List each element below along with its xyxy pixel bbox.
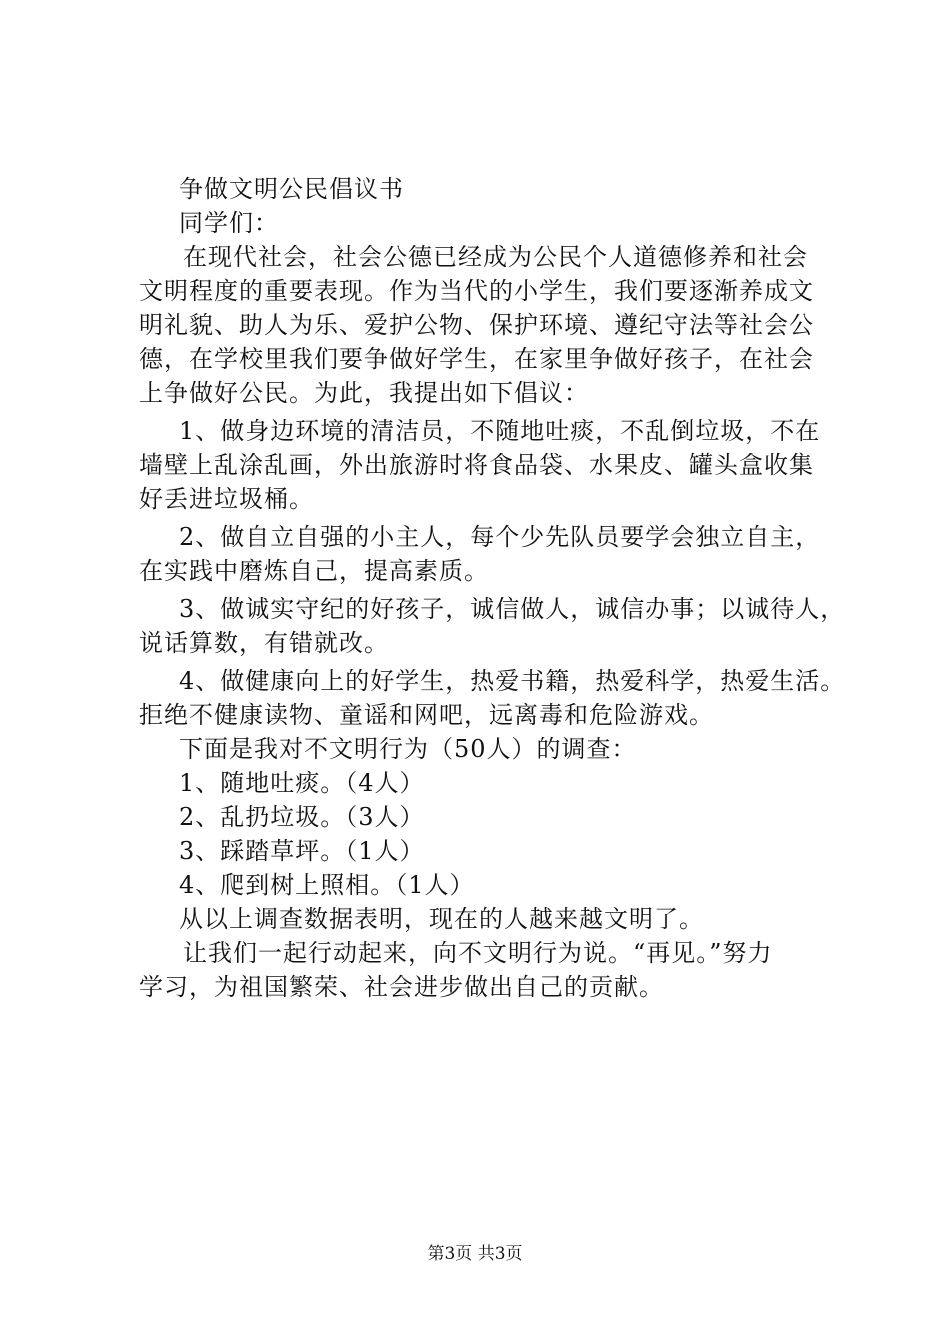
survey-item: 1、随地吐痰。（4人） <box>179 769 425 797</box>
paragraph-line: 4、做健康向上的好学生，热爱书籍，热爱科学，热爱生活。 <box>179 667 846 695</box>
paragraph-line: 说话算数，有错就改。 <box>139 629 389 657</box>
document-title: 争做文明公民倡议书 <box>179 175 404 203</box>
proposal-2 <box>139 520 829 588</box>
proposal-4 <box>139 664 846 732</box>
closing-paragraph <box>139 936 829 1004</box>
paragraph-line: 德，在学校里我们要争做好学生，在家里争做好孩子，在社会 <box>139 345 814 373</box>
survey-item: 4、爬到树上照相。（1人） <box>179 871 475 899</box>
survey-intro: 下面是我对不文明行为（50人）的调查： <box>179 735 637 763</box>
document-body <box>139 172 846 1004</box>
proposal-1 <box>139 414 829 516</box>
intro-paragraph <box>139 240 829 410</box>
paragraph-line: 3、做诚实守纪的好孩子，诚信做人，诚信办事；以诚待人， <box>179 595 846 623</box>
survey-item: 2、乱扔垃圾。（3人） <box>179 803 425 831</box>
paragraph-line: 2、做自立自强的小主人，每个少先队员要学会独立自主， <box>179 523 821 551</box>
page-number: 第3页 共3页 <box>427 1244 523 1264</box>
paragraph-line: 在现代社会，社会公德已经成为公民个人道德修养和社会 <box>183 243 808 271</box>
paragraph-line: 拒绝不健康读物、童谣和网吧，远离毒和危险游戏。 <box>139 701 714 729</box>
survey-item: 3、踩踏草坪。（1人） <box>179 837 425 865</box>
paragraph-line: 上争做好公民。为此，我提出如下倡议： <box>139 379 589 407</box>
paragraph-line: 墙壁上乱涂乱画，外出旅游时将食品袋、水果皮、罐头盒收集 <box>139 451 814 479</box>
salutation: 同学们： <box>179 209 279 237</box>
proposal-3 <box>139 592 846 660</box>
paragraph-line: 1、做身边环境的清洁员，不随地吐痰，不乱倒垃圾，不在 <box>179 417 821 445</box>
survey-list <box>139 766 829 902</box>
paragraph-line: 文明程度的重要表现。作为当代的小学生，我们要逐渐养成文 <box>139 277 814 305</box>
paragraph-line: 在实践中磨炼自己，提高素质。 <box>139 557 489 585</box>
paragraph-line: 学习，为祖国繁荣、社会进步做出自己的贡献。 <box>139 973 664 1001</box>
conclusion: 从以上调查数据表明，现在的人越来越文明了。 <box>179 905 704 933</box>
paragraph-line: 明礼貌、助人为乐、爱护公物、保护环境、遵纪守法等社会公 <box>139 311 814 339</box>
paragraph-line: 好丢进垃圾桶。 <box>139 485 314 513</box>
paragraph-line: 让我们一起行动起来，向不文明行为说。“再见。”努力 <box>183 939 773 967</box>
